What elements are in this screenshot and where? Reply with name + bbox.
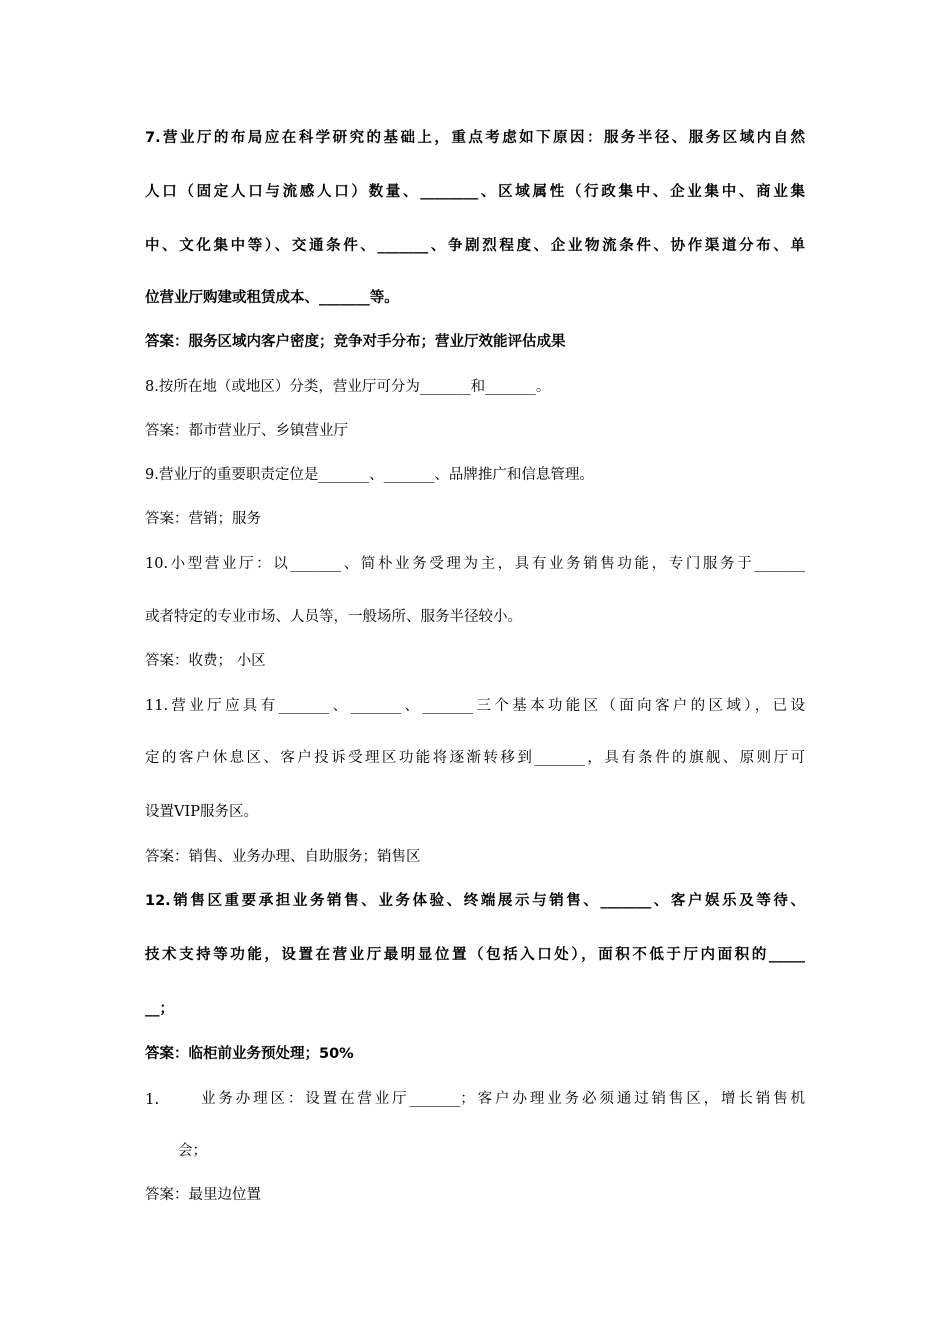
q7-answer: 答案：服务区域内客户密度；竞争对手分布；营业厅效能评估成果 bbox=[145, 334, 566, 350]
q12-answer: 答案：临柜前业务预处理；50% bbox=[145, 1046, 354, 1062]
q9-answer: 答案：营销；服务 bbox=[145, 511, 261, 527]
q12-line-3: __； bbox=[145, 1001, 174, 1017]
q13-answer: 答案：最里边位置 bbox=[145, 1187, 261, 1203]
q10-line-2: 或者特定的专业市场、人员等，一般场所、服务半径较小。 bbox=[145, 609, 522, 625]
q11-line-2: 定的客户休息区、客户投诉受理区功能将逐渐转移到_______，具有条件的旗舰、原则厅可 bbox=[145, 750, 805, 766]
q13-line-2: 会； bbox=[178, 1143, 207, 1159]
q9-line-1: 9.营业厅的重要职责定位是_______、_______、品牌推广和信息管理。 bbox=[145, 467, 594, 483]
q10-answer: 答案：收费； 小区 bbox=[145, 653, 266, 669]
q13-line-1: 业务办理区：设置在营业厅_______；客户办理业务必须通过销售区，增长销售机 bbox=[201, 1091, 805, 1107]
q7-line-2: 人口（固定人口与流感人口）数量、________、区域属性（行政集中、企业集中、商业集 bbox=[145, 184, 805, 200]
q7-line-3: 中、文化集中等）、交通条件、_______、争剧烈程度、企业物流条件、协作渠道分布、单 bbox=[145, 238, 805, 254]
q11-line-1: 11.营业厅应具有_______、_______、_______三个基本功能区（面向客户的区域），已设 bbox=[145, 698, 805, 714]
q10-line-1: 10.小型营业厅：以_______、简朴业务受理为主，具有业务销售功能，专门服务于_______ bbox=[145, 556, 805, 572]
q8-line-1: 8.按所在地（或地区）分类，营业厅可分为_______和_______。 bbox=[145, 379, 551, 395]
q11-answer: 答案：销售、业务办理、自助服务；销售区 bbox=[145, 849, 421, 865]
q11-line-3: 设置VIP服务区。 bbox=[145, 804, 258, 820]
q7-line-1: 7.营业厅的布局应在科学研究的基础上，重点考虑如下原因：服务半径、服务区域内自然 bbox=[145, 130, 805, 146]
q8-answer: 答案：都市营业厅、乡镇营业厅 bbox=[145, 423, 348, 439]
q12-line-1: 12.销售区重要承担业务销售、业务体验、终端展示与销售、_______、客户娱乐及等待、 bbox=[145, 893, 805, 909]
q13-number: 1. bbox=[145, 1090, 160, 1108]
q7-line-4: 位营业厅购建或租赁成本、_______等。 bbox=[145, 290, 399, 306]
q12-line-2: 技术支持等功能，设置在营业厅最明显位置（包括入口处），面积不低于厅内面积的_____ bbox=[145, 947, 805, 963]
